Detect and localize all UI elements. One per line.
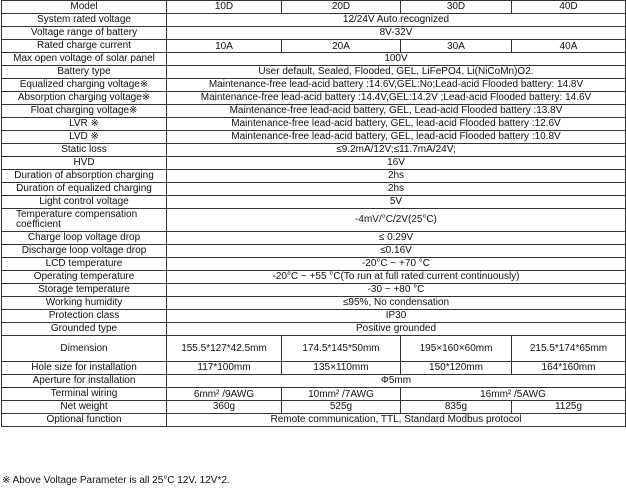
net-weight-value: 525g bbox=[282, 401, 401, 414]
hole-size-value: 135×110mm bbox=[282, 362, 401, 375]
spec-low-2-row bbox=[2, 258, 626, 271]
spec-mid-6-label: LVD ※ bbox=[2, 131, 167, 144]
spec-top-0-label: System rated voltage bbox=[2, 14, 167, 27]
hole-size-value: 117*100mm bbox=[167, 362, 282, 375]
optional-row bbox=[2, 414, 626, 427]
spec-top-0-row bbox=[2, 14, 626, 27]
temp-comp-label: Temperature compensation coefficient bbox=[2, 209, 167, 232]
spec-mid-9-row bbox=[2, 170, 626, 183]
spec-mid-9-value: 2hs bbox=[167, 170, 626, 183]
aperture-label: Aperture for installation bbox=[2, 375, 167, 388]
spec-low-6-row bbox=[2, 310, 626, 323]
net-weight-value: 835g bbox=[401, 401, 512, 414]
spec-low-6-label: Protection class bbox=[2, 310, 167, 323]
spec-mid-6-row bbox=[2, 131, 626, 144]
rated-current-value: 10A bbox=[167, 40, 282, 53]
spec-top-1-label: Voltage range of battery bbox=[2, 27, 167, 40]
spec-low-0-label: Charge loop voltage drop bbox=[2, 232, 167, 245]
terminal-value: 6mm² /9AWG bbox=[167, 388, 282, 401]
spec-low-4-row bbox=[2, 284, 626, 297]
spec-mid-3-label: Absorption charging voltage※ bbox=[2, 92, 167, 105]
spec-low-1-value: ≤0.16V bbox=[167, 245, 626, 258]
spec-mid-0-label: Max open voltage of solar panel bbox=[2, 53, 167, 66]
spec-mid-8-row bbox=[2, 157, 626, 170]
spec-low-7-label: Grounded type bbox=[2, 323, 167, 336]
dimension-value: 215.5*174*65mm bbox=[512, 336, 626, 362]
spec-low-1-row bbox=[2, 245, 626, 258]
spec-mid-9-label: Duration of absorption charging bbox=[2, 170, 167, 183]
spec-low-7-value: Positive grounded bbox=[167, 323, 626, 336]
spec-mid-8-value: 16V bbox=[167, 157, 626, 170]
aperture-value: Φ5mm bbox=[167, 375, 626, 388]
net-weight-row bbox=[2, 401, 626, 414]
hole-size-label: Hole size for installation bbox=[2, 362, 167, 375]
spec-low-2-label: LCD temperature bbox=[2, 258, 167, 271]
spec-mid-2-row bbox=[2, 79, 626, 92]
hole-size-value: 164*160mm bbox=[512, 362, 626, 375]
spec-mid-6-value: Maintenance-free lead-acid battery, GEL, lead-acid Flooded battery :10.8V bbox=[167, 131, 626, 144]
spec-mid-11-label: Light control voltage bbox=[2, 196, 167, 209]
spec-mid-0-row bbox=[2, 53, 626, 66]
spec-mid-1-label: Battery type bbox=[2, 66, 167, 79]
spec-mid-5-label: LVR ※ bbox=[2, 118, 167, 131]
footnote: ※ Above Voltage Parameter is all 25°C 12V. 12V*2. bbox=[2, 475, 230, 486]
spec-mid-10-row bbox=[2, 183, 626, 196]
spec-low-3-row bbox=[2, 271, 626, 284]
model-20d: 20D bbox=[282, 1, 401, 14]
spec-mid-4-row bbox=[2, 105, 626, 118]
spec-mid-2-label: Equalized charging voltage※ bbox=[2, 79, 167, 92]
spec-mid-7-value: ≤9.2mA/12V;≤11.7mA/24V; bbox=[167, 144, 626, 157]
temp-comp-value: -4mV/°C/2V(25°C) bbox=[167, 209, 626, 232]
terminal-label: Terminal wiring bbox=[2, 388, 167, 401]
optional-label: Optional function bbox=[2, 414, 167, 427]
spec-top-0-value: 12/24V Auto recognized bbox=[167, 14, 626, 27]
spec-mid-7-label: Static loss bbox=[2, 144, 167, 157]
spec-low-5-value: ≤95%, No condensation bbox=[167, 297, 626, 310]
terminal-row bbox=[2, 388, 626, 401]
spec-low-2-value: -20°C ~ +70 °C bbox=[167, 258, 626, 271]
spec-low-3-label: Operating temperature bbox=[2, 271, 167, 284]
spec-mid-11-value: 5V bbox=[167, 196, 626, 209]
spec-low-1-label: Discharge loop voltage drop bbox=[2, 245, 167, 258]
dimension-row bbox=[2, 336, 626, 362]
spec-low-3-value: -20°C ~ +55 °C(To run at full rated current continuously) bbox=[167, 271, 626, 284]
header-row bbox=[2, 1, 626, 14]
terminal-value: 10mm² /7AWG bbox=[282, 388, 401, 401]
spec-mid-8-label: HVD bbox=[2, 157, 167, 170]
spec-mid-4-label: Float charging voltage※ bbox=[2, 105, 167, 118]
spec-mid-3-value: Maintenance-free lead-acid battery :14.4V,GEL:14.2V ;Lead-acid Flooded battery: 14.6V bbox=[167, 92, 626, 105]
model-label: Model bbox=[2, 1, 167, 14]
temp-comp-row bbox=[2, 209, 626, 232]
spec-mid-0-value: 100V bbox=[167, 53, 626, 66]
spec-low-0-value: ≤ 0.29V bbox=[167, 232, 626, 245]
spec-table-body bbox=[2, 1, 626, 427]
spec-top-1-value: 8V-32V bbox=[167, 27, 626, 40]
net-weight-label: Net weight bbox=[2, 401, 167, 414]
spec-low-0-row bbox=[2, 232, 626, 245]
spec-mid-4-value: Maintenance-free lead-acid battery, GEL, Lead-acid Flooded battery :13.8V bbox=[167, 105, 626, 118]
model-40d: 40D bbox=[512, 1, 626, 14]
rated-current-row bbox=[2, 40, 626, 53]
spec-mid-10-value: 2hs bbox=[167, 183, 626, 196]
spec-low-7-row bbox=[2, 323, 626, 336]
terminal-value: 16mm² /5AWG bbox=[401, 388, 626, 401]
spec-mid-5-value: Maintenance-free lead-acid battery, GEL, lead-acid Flooded battery :12.6V bbox=[167, 118, 626, 131]
spec-mid-5-row bbox=[2, 118, 626, 131]
spec-low-6-value: IP30 bbox=[167, 310, 626, 323]
net-weight-value: 1125g bbox=[512, 401, 626, 414]
optional-value: Remote communication, TTL, Standard Modbus protocol bbox=[167, 414, 626, 427]
dimension-value: 155.5*127*42.5mm bbox=[167, 336, 282, 362]
aperture-row bbox=[2, 375, 626, 388]
model-30d: 30D bbox=[401, 1, 512, 14]
rated-current-value: 20A bbox=[282, 40, 401, 53]
rated-current-label: Rated charge current bbox=[2, 40, 167, 53]
dimension-label: Dimension bbox=[2, 336, 167, 362]
spec-table bbox=[1, 0, 626, 427]
spec-low-4-value: -30 ~ +80 °C bbox=[167, 284, 626, 297]
spec-mid-11-row bbox=[2, 196, 626, 209]
dimension-value: 195×160×60mm bbox=[401, 336, 512, 362]
hole-size-value: 150*120mm bbox=[401, 362, 512, 375]
spec-low-5-row bbox=[2, 297, 626, 310]
hole-size-row bbox=[2, 362, 626, 375]
spec-low-5-label: Working humidity bbox=[2, 297, 167, 310]
spec-mid-1-value: User default, Sealed, Flooded, GEL, LiFePO4, Li(NiCoMn)O2. bbox=[167, 66, 626, 79]
dimension-value: 174.5*145*50mm bbox=[282, 336, 401, 362]
spec-mid-10-label: Duration of equalized charging bbox=[2, 183, 167, 196]
spec-top-1-row bbox=[2, 27, 626, 40]
net-weight-value: 360g bbox=[167, 401, 282, 414]
spec-mid-7-row bbox=[2, 144, 626, 157]
spec-mid-2-value: Maintenance-free lead-acid battery :14.6V,GEL:No;Lead-acid Flooded battery: 14.8V bbox=[167, 79, 626, 92]
rated-current-value: 40A bbox=[512, 40, 626, 53]
spec-mid-1-row bbox=[2, 66, 626, 79]
spec-low-4-label: Storage temperature bbox=[2, 284, 167, 297]
spec-mid-3-row bbox=[2, 92, 626, 105]
rated-current-value: 30A bbox=[401, 40, 512, 53]
model-10d: 10D bbox=[167, 1, 282, 14]
